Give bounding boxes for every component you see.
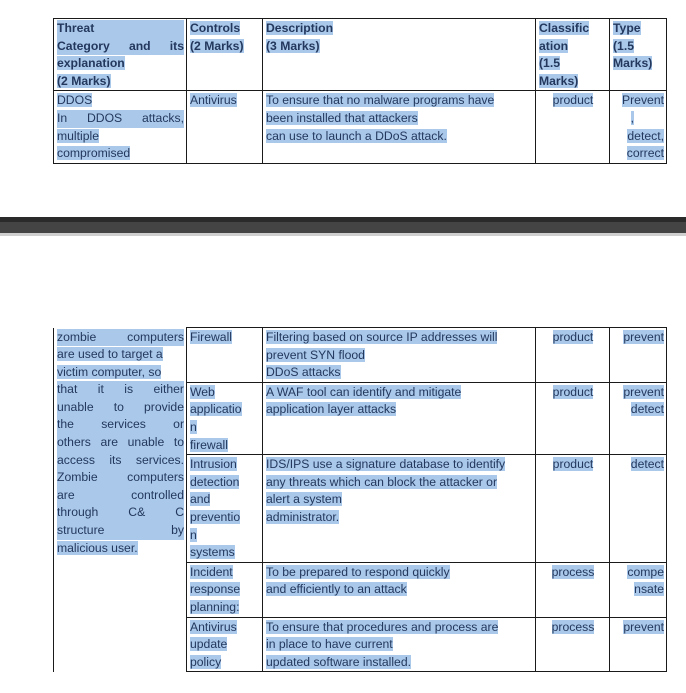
- header-text: ation: [539, 38, 569, 53]
- header-text: Classific: [539, 21, 590, 35]
- cell-text: response: [190, 582, 241, 597]
- cell-text: compe: [627, 564, 664, 579]
- header-text: Controls: [190, 21, 241, 35]
- control-cell: [187, 617, 263, 672]
- cell-text: can use to launch a DDoS attack.: [266, 128, 447, 143]
- cell-text: in place to have current: [266, 637, 393, 652]
- cell-text: any threats which can block the attacker or: [266, 474, 498, 489]
- cell-text: Incident: [190, 564, 233, 579]
- cell-text: product: [552, 384, 594, 399]
- cell-text: correct: [626, 146, 664, 161]
- cell-text: prevent: [623, 619, 664, 634]
- cell-text: prevent: [623, 330, 664, 344]
- cell-text: process: [551, 564, 595, 579]
- cell-text: and efficiently to an attack: [266, 582, 407, 597]
- header-text: Marks): [539, 73, 579, 88]
- control-cell: [187, 382, 263, 454]
- type-cell: [610, 617, 667, 672]
- header-type: [610, 19, 667, 91]
- classification-cell: [536, 617, 610, 672]
- cell-text: Firewall: [190, 330, 232, 344]
- classification-cell: [536, 455, 610, 563]
- cell-text: updated software installed.: [266, 654, 411, 669]
- cell-text: systems: [190, 545, 235, 560]
- threat-cell: [54, 91, 187, 163]
- cell-text: application layer attacks: [266, 402, 397, 417]
- cell-text: update: [190, 637, 228, 652]
- header-description: [263, 19, 536, 91]
- description-cell: [263, 91, 536, 163]
- cell-text: To be prepared to respond quickly: [266, 564, 450, 579]
- cell-text: In DDOS attacks,: [57, 110, 184, 128]
- header-text: explanation: [57, 56, 125, 71]
- cell-text: that it is either: [57, 381, 184, 399]
- classification-cell: [536, 382, 610, 454]
- table-row: [54, 328, 667, 383]
- cell-text: IDS/IPS use a signature database to identify: [266, 457, 506, 472]
- page-break-divider: [0, 233, 686, 236]
- cell-text: n: [190, 419, 197, 434]
- page-break-divider: [0, 222, 686, 233]
- cell-text: To ensure that no malware programs have: [266, 93, 495, 108]
- header-threat-category: [54, 19, 187, 91]
- header-text: Threat: [57, 20, 184, 38]
- type-cell: [610, 328, 667, 383]
- cell-text: prevent: [623, 384, 664, 399]
- cell-text: Zombie computers: [57, 469, 184, 487]
- header-text: (2 Marks): [190, 38, 244, 53]
- threat-table-bottom: [53, 327, 667, 672]
- header-text: Type: [613, 21, 641, 35]
- header-text: (2 Marks): [57, 73, 111, 88]
- cell-text: Web: [190, 384, 215, 399]
- table-header-row: [54, 19, 667, 91]
- cell-text: Antivirus: [190, 93, 237, 108]
- cell-text: To ensure that procedures and process are: [266, 619, 499, 634]
- header-controls: [187, 19, 263, 91]
- header-text: Marks): [613, 56, 653, 71]
- cell-text: planning:: [190, 599, 240, 614]
- cell-text: Prevent: [621, 93, 664, 108]
- cell-text: applicatio: [190, 402, 242, 417]
- description-cell: [263, 455, 536, 563]
- header-text: (1.5: [613, 38, 635, 53]
- cell-text: are controlled: [57, 487, 184, 505]
- control-cell: [187, 562, 263, 617]
- cell-text: nsate: [634, 582, 664, 597]
- cell-text: and: [190, 492, 211, 507]
- control-cell: [187, 91, 263, 163]
- cell-text: detect: [630, 402, 664, 417]
- cell-text: preventio: [190, 509, 241, 524]
- cell-text: the services or: [57, 416, 184, 434]
- cell-text: alert a system: [266, 492, 342, 507]
- cell-text: unable to provide: [57, 399, 184, 417]
- header-text: Category and its: [57, 38, 184, 56]
- cell-text: are used to target a: [57, 347, 163, 362]
- cell-text: through C& C: [57, 504, 184, 522]
- cell-text: detect,: [627, 128, 664, 143]
- cell-text: administrator.: [266, 509, 340, 524]
- cell-text: A WAF tool can identify and mitigate: [266, 384, 462, 399]
- header-text: (3 Marks): [266, 38, 320, 53]
- cell-text: product: [552, 330, 594, 344]
- description-cell: [263, 562, 536, 617]
- cell-text: detect: [630, 457, 664, 472]
- description-cell: [263, 382, 536, 454]
- control-cell: [187, 328, 263, 383]
- type-cell: [610, 455, 667, 563]
- header-text: Description: [266, 21, 334, 35]
- cell-text: access its services.: [57, 452, 184, 470]
- header-text: (1.5: [539, 56, 561, 71]
- type-cell: [610, 382, 667, 454]
- type-cell: [610, 91, 667, 163]
- table-row: [54, 91, 667, 163]
- threat-table-top: [53, 18, 667, 164]
- cell-text: policy: [190, 654, 222, 669]
- classification-cell: [536, 328, 610, 383]
- type-cell: [610, 562, 667, 617]
- control-cell: [187, 455, 263, 563]
- cell-text: malicious user.: [57, 540, 138, 555]
- cell-text: n: [190, 527, 197, 542]
- cell-text: zombie computers: [57, 329, 184, 347]
- cell-text: Antivirus: [190, 619, 237, 634]
- cell-text: others are unable to: [57, 434, 184, 452]
- cell-text: firewall: [190, 437, 228, 452]
- cell-text: prevent SYN flood: [266, 347, 365, 362]
- description-cell: [263, 617, 536, 672]
- classification-cell: [536, 562, 610, 617]
- cell-text: multiple: [57, 128, 99, 143]
- cell-text: DDOS: [57, 93, 93, 108]
- cell-text: detection: [190, 474, 240, 489]
- description-cell: [263, 328, 536, 383]
- cell-text: ,: [630, 110, 634, 125]
- threat-cell: [54, 328, 187, 672]
- cell-text: Filtering based on source IP addresses will: [266, 330, 498, 344]
- cell-text: DDoS attacks: [266, 365, 341, 380]
- cell-text: structure by: [57, 522, 184, 540]
- cell-text: Intrusion: [190, 457, 237, 472]
- cell-text: process: [551, 619, 595, 634]
- header-classification: [536, 19, 610, 91]
- cell-text: been installed that attackers: [266, 110, 418, 125]
- cell-text: victim computer, so: [57, 364, 162, 379]
- cell-text: product: [552, 93, 594, 108]
- cell-text: compromised: [57, 146, 131, 161]
- classification-cell: [536, 91, 610, 163]
- cell-text: product: [552, 457, 594, 472]
